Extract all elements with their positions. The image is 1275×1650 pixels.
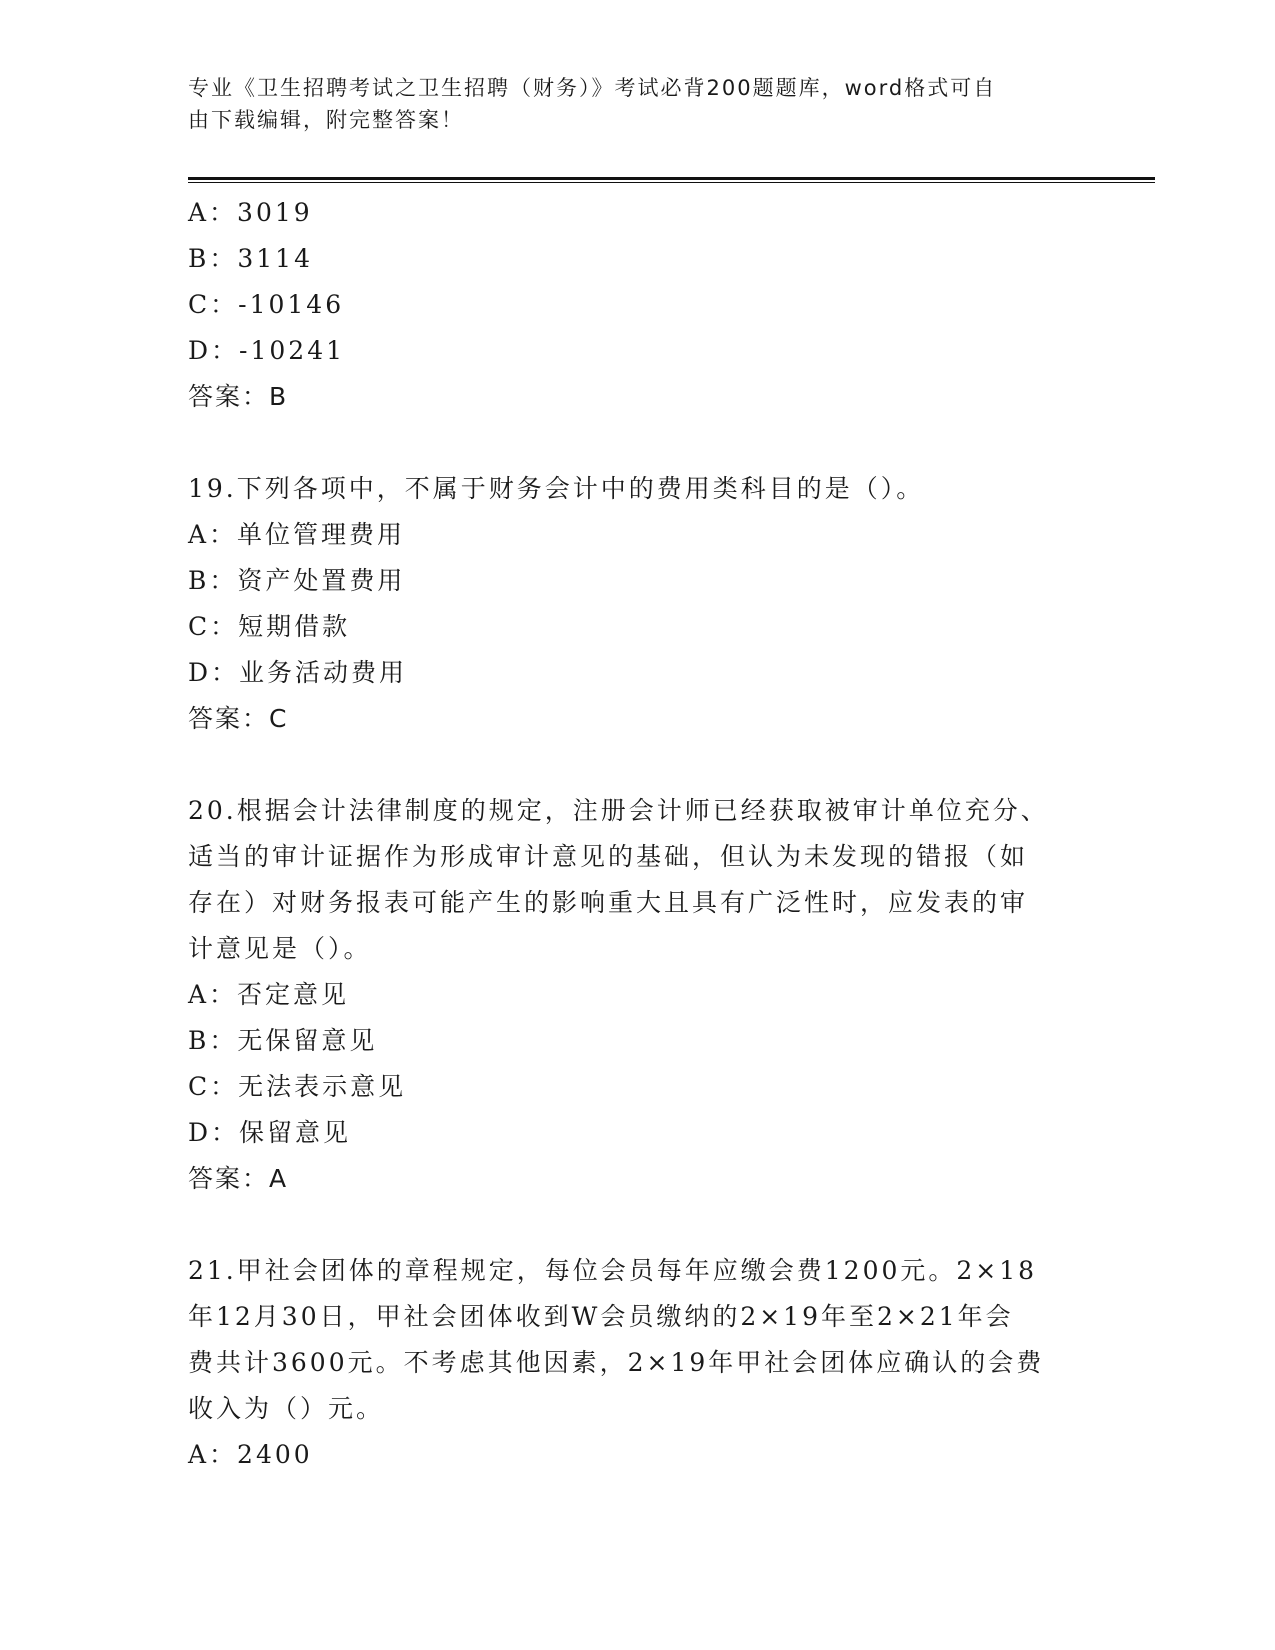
question-text-line-3: 存在）对财务报表可能产生的影响重大且具有广泛性时，应发表的审 — [188, 888, 1029, 917]
option-a: A：2400 — [188, 1440, 313, 1469]
option-b: B：资产处置费用 — [188, 566, 406, 595]
option-c: C：-10146 — [188, 290, 345, 319]
header-line-2: 由下载编辑，附完整答案！ — [188, 108, 464, 132]
option-a: A：否定意见 — [188, 980, 350, 1009]
question-19 — [188, 466, 1068, 742]
question-21 — [188, 1248, 1068, 1478]
option-c: C：短期借款 — [188, 612, 351, 641]
question-20 — [188, 788, 1068, 1202]
option-a: A：3019 — [188, 198, 313, 227]
header-divider-thick — [188, 177, 1155, 180]
option-c: C：无法表示意见 — [188, 1072, 407, 1101]
answer-line: 答案：B — [188, 382, 289, 411]
question-text-line-4: 收入为（）元。 — [188, 1394, 385, 1423]
header-line-1: 专业《卫生招聘考试之卫生招聘（财务）》考试必背200题题库，word格式可自 — [188, 76, 997, 100]
option-d: D：-10241 — [188, 336, 346, 365]
question-18-continued — [188, 190, 1068, 420]
answer-line: 答案：A — [188, 1164, 289, 1193]
option-b: B：3114 — [188, 244, 313, 273]
question-text: 19.下列各项中，不属于财务会计中的费用类科目的是（）。 — [188, 474, 925, 503]
option-a: A：单位管理费用 — [188, 520, 406, 549]
question-text-line-2: 年12月30日，甲社会团体收到W会员缴纳的2×19年至2×21年会 — [188, 1302, 1014, 1331]
option-b: B：无保留意见 — [188, 1026, 378, 1055]
question-text-line-4: 计意见是（）。 — [188, 934, 372, 963]
option-d: D：保留意见 — [188, 1118, 352, 1147]
header-divider-thin — [188, 182, 1155, 183]
question-text-line-2: 适当的审计证据作为形成审计意见的基础，但认为未发现的错报（如 — [188, 842, 1029, 871]
document-header — [188, 72, 1068, 136]
question-text-line-1: 21.甲社会团体的章程规定，每位会员每年应缴会费1200元。2×18 — [188, 1256, 1038, 1285]
question-list — [188, 190, 1068, 1478]
question-text-line-1: 20.根据会计法律制度的规定，注册会计师已经获取被审计单位充分、 — [188, 796, 1049, 825]
question-text-line-3: 费共计3600元。不考虑其他因素，2×19年甲社会团体应确认的会费 — [188, 1348, 1045, 1377]
answer-line: 答案：C — [188, 704, 289, 733]
option-d: D：业务活动费用 — [188, 658, 408, 687]
